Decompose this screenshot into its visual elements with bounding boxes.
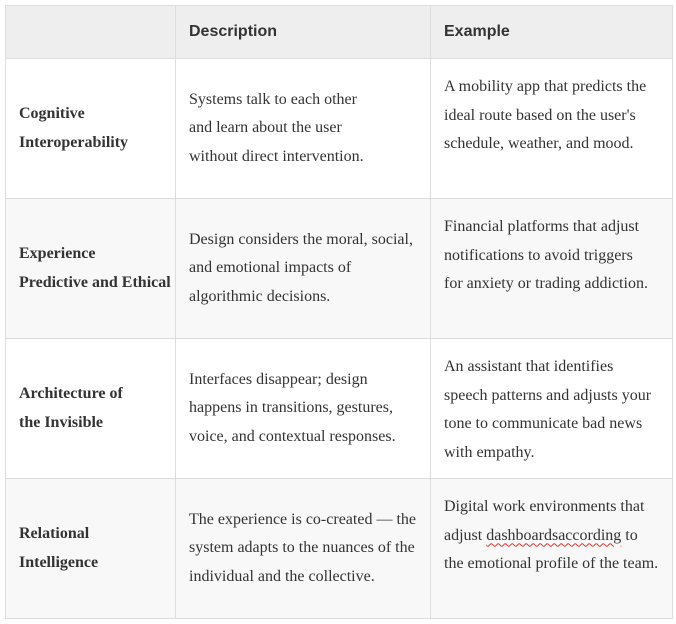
description-line: and learn about the user bbox=[189, 119, 342, 137]
example-line: notifications to avoid triggers bbox=[444, 246, 633, 264]
description-line: voice, and contextual responses. bbox=[189, 427, 396, 445]
row-example[interactable] bbox=[431, 339, 673, 479]
row-title[interactable] bbox=[6, 339, 176, 479]
description-line: Interfaces disappear; design bbox=[189, 370, 368, 388]
row-title[interactable] bbox=[6, 59, 176, 199]
example-line-with-spellcheck bbox=[444, 522, 659, 551]
description-line: without direct intervention. bbox=[189, 147, 364, 165]
row-title-line: Relational bbox=[19, 524, 90, 542]
table-row bbox=[6, 199, 673, 339]
misspelled-word[interactable]: dashboardsaccording bbox=[486, 526, 622, 544]
description-line: individual and the collective. bbox=[189, 567, 375, 585]
row-title-line: Architecture of bbox=[19, 384, 123, 402]
comparison-table bbox=[5, 5, 673, 619]
description-line: system adapts to the nuances of the bbox=[189, 539, 415, 557]
example-line: A mobility app that predicts the bbox=[444, 78, 647, 95]
row-title-line: Intelligence bbox=[19, 553, 99, 571]
row-example[interactable] bbox=[431, 199, 673, 339]
header-example: Example bbox=[431, 6, 673, 59]
row-title-line: the Invisible bbox=[19, 413, 104, 431]
row-title[interactable] bbox=[6, 479, 176, 619]
row-title-line: Interoperability bbox=[19, 133, 129, 151]
description-line: algorithmic decisions. bbox=[189, 287, 331, 305]
example-line: the emotional profile of the team. bbox=[444, 555, 659, 573]
description-line: Design considers the moral, social, bbox=[189, 230, 413, 248]
row-title[interactable] bbox=[6, 199, 176, 339]
table-row bbox=[6, 339, 673, 479]
row-title-line: Predictive and Ethical bbox=[19, 273, 171, 291]
header-description: Description bbox=[176, 6, 431, 59]
row-title-line: Cognitive bbox=[19, 104, 85, 122]
row-example[interactable] bbox=[431, 479, 673, 619]
table-row bbox=[6, 479, 673, 619]
row-example[interactable] bbox=[431, 59, 673, 199]
description-line: and emotional impacts of bbox=[189, 259, 352, 277]
example-line: for anxiety or trading addiction. bbox=[444, 275, 648, 293]
description-line: Systems talk to each other bbox=[189, 90, 357, 108]
example-line: An assistant that identifies bbox=[444, 358, 614, 375]
example-line: Financial platforms that adjust bbox=[444, 218, 640, 235]
row-description[interactable] bbox=[176, 339, 431, 479]
description-line: happens in transitions, gestures, bbox=[189, 399, 393, 417]
example-line: ideal route based on the user's bbox=[444, 106, 636, 124]
row-description[interactable] bbox=[176, 479, 431, 619]
example-line: schedule, weather, and mood. bbox=[444, 135, 634, 153]
example-line: speech patterns and adjusts your bbox=[444, 386, 652, 404]
row-description[interactable] bbox=[176, 199, 431, 339]
example-line: with empathy. bbox=[444, 443, 535, 461]
example-text-after: to bbox=[621, 526, 638, 544]
row-title-line: Experience bbox=[19, 244, 96, 262]
example-line: tone to communicate bad news bbox=[444, 415, 643, 433]
table-row bbox=[6, 59, 673, 199]
header-row bbox=[6, 6, 673, 59]
header-empty-cell bbox=[6, 6, 176, 59]
example-text-before: adjust bbox=[444, 526, 487, 544]
row-description[interactable] bbox=[176, 59, 431, 199]
example-line: Digital work environments that bbox=[444, 498, 645, 515]
description-line: The experience is co-created — the bbox=[189, 510, 416, 528]
